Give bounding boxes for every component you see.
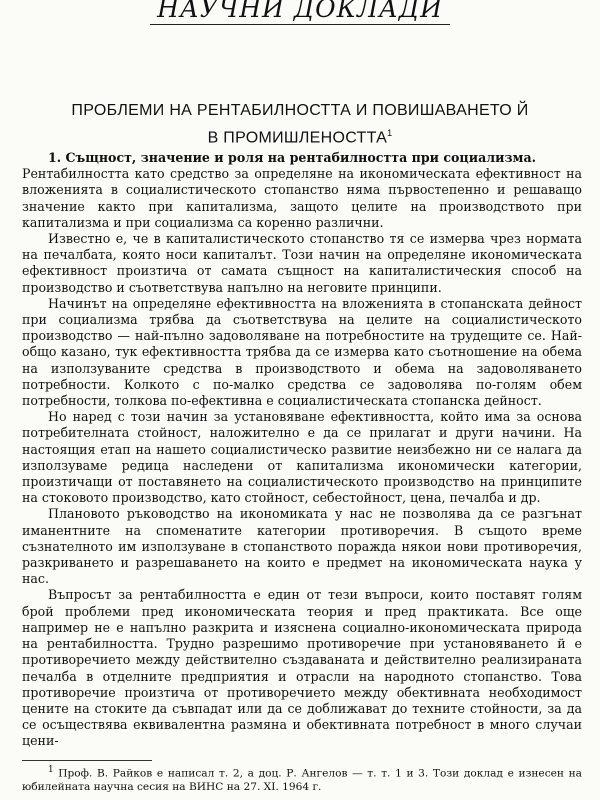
title-footnote-mark: 1: [387, 128, 393, 138]
footnote-rule: [22, 760, 152, 761]
article-title-line-1: ПРОБЛЕМИ НА РЕНТАБИЛНОСТТА И ПОВИШАВАНЕТО Й: [71, 102, 529, 119]
footnote-text: Проф. В. Райков е написал т. 2, а доц. Р. Ангелов — т. т. 1 и 3. Този доклад е изнесен на юбилейната научна сесия на ВИНС на 27. XI. 1964 г.: [22, 767, 582, 794]
paragraph-3: Начинът на определяне ефективността на вложенията в стопанската дейност при социализма трябва да съответствува на целите на социалистическото производство — най-пълно задоволяване на потребностите на трудещите се. Най-общо казано, тук ефективността трябва да се измерва като съотношение на обема на използуваните средства в производството и обема на задоволяването потребности. Колкото с по-малко средства се задоволява по-голям обем потребности, толкова по-ефективна е социалистическата стопанска дейност.: [22, 295, 582, 409]
article-title-line-2: [30, 122, 570, 149]
paragraph-5: Плановото ръководство на икономиката у нас не позволява да се разгънат иманентните на споменатите категории противоречия. В същото време съзнателното им използуване в стопанството поражда някои нови противоречия, разкриването и разрешаването на които е предмет на икономическата наука у нас.: [22, 506, 582, 587]
subsection-heading: 1. Същност, значение и роля на рентабилността при социализма.: [48, 150, 536, 165]
article-body: [22, 150, 582, 750]
footnote-mark: 1: [48, 765, 54, 775]
article-title: [30, 100, 570, 149]
paragraph-1: Рентабилността като средство за определяне на икономическата ефективност на вложенията в социалистическото стопанство няма първостепенно и решаващо значение както при капитализма, защото целите на производството при капитализма и при социализма са коренно различни.: [22, 166, 582, 230]
paragraph-4: Но наред с този начин за установяване ефективността, който има за основа потребителната стойност, наложително е да се прилагат и други начини. На настоящия етап на нашето социалистическо развитие неизбежно ни се налага да използуваме редица наследени от капитализма икономически категории, произтичащи от поставянето на социалистическото производство на принципите на стоковото производство, като стойност, себестойност, цена, печалба и др.: [22, 409, 582, 506]
footnote: [22, 764, 582, 795]
section-title-rule: [150, 24, 450, 25]
section-title: НАУЧНИ ДОКЛАДИ: [157, 0, 443, 23]
paragraph-6: Въпросът за рентабилността е един от тези въпроси, които поставят голям брой проблеми пред икономическата теория и пред практиката. Все още например не е напълно разкрита и изяснена социално-икономическата природа на рентабилността. Трудно разрешимо противоречие при установяването й е противоречието между действително създаваната и действително реализираната печалба в отделните предприятия и отрасли на народното стопанство. Това противоречие произтича от противоречието между обективната необходимост цените на стоките да съвпадат или да се доближават до техните стойности, за да се осъществява еквивалентна размяна и обективната потребност в много случаи цени-: [22, 587, 582, 749]
paragraph-2: Известно е, че в капиталистическото стопанство тя се измерва чрез нормата на печалбата, която носи капиталът. Този начин на определяне икономическата ефективност произтича от самата същност на капиталистическия способ на производство и съответствува напълно на неговите принципи.: [22, 231, 582, 295]
article-title-line-2-text: В ПРОМИШЛЕНОСТТА: [207, 129, 388, 147]
